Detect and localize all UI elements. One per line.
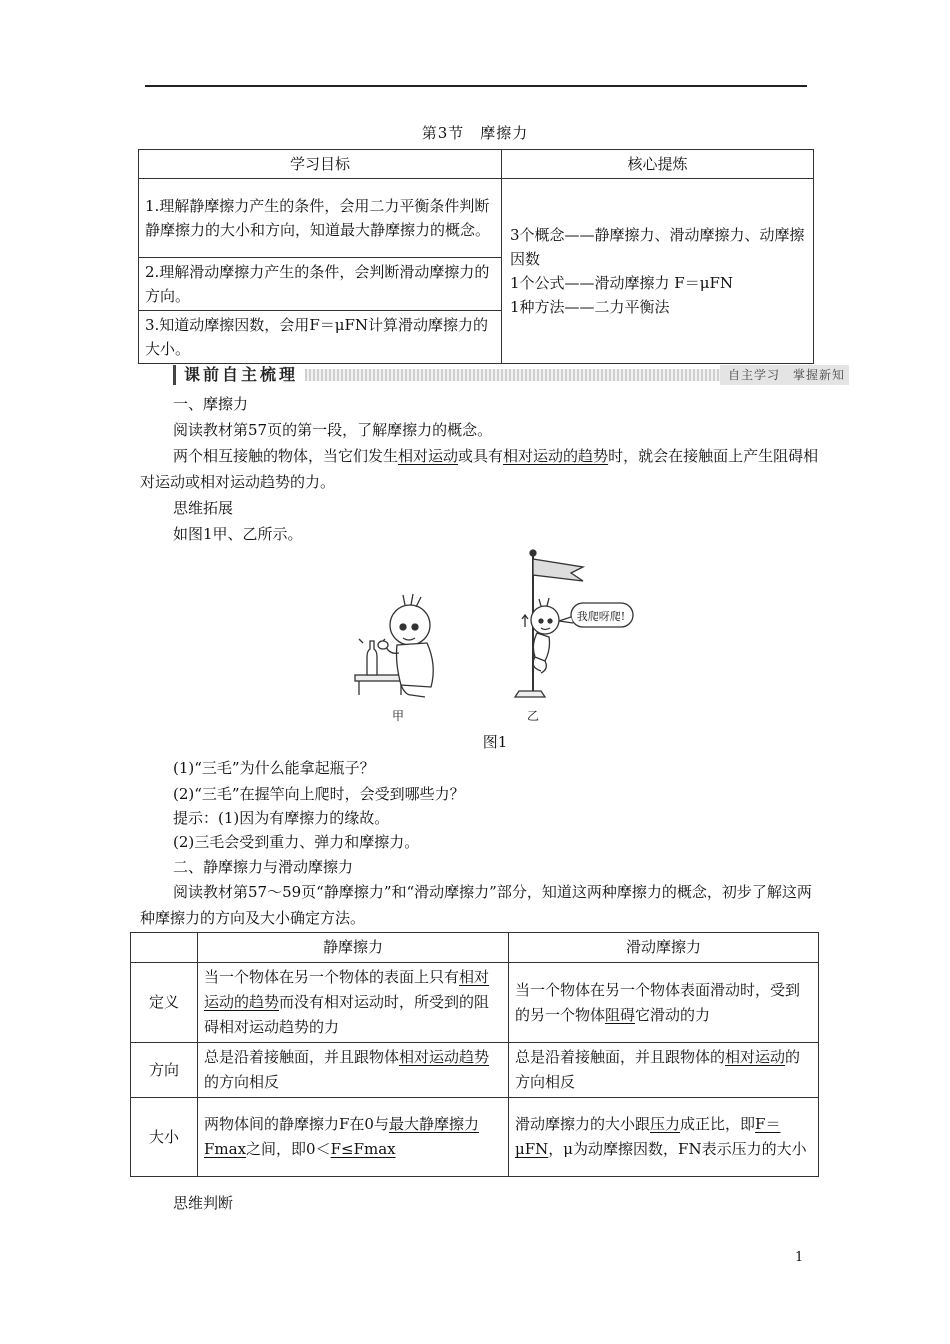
sliding-definition: 当一个物体在另一个物体表面滑动时，受到的另一个物体阻碍它滑动的力 xyxy=(509,963,819,1043)
header-rule xyxy=(145,85,807,87)
answer-relative-motion: 相对运动 xyxy=(398,447,459,465)
answer-sliding-direction: 相对运动 xyxy=(725,1048,786,1066)
reading-instruction-2: 阅读教材第57～59页“静摩擦力”和“滑动摩擦力”部分，知道这两种摩擦力的概念，初步了解这两种摩擦力的方向及大小确定方法。 xyxy=(140,883,812,927)
objectives-header: 学习目标 xyxy=(139,150,502,179)
banner-title: 课前自主梳理 xyxy=(173,365,304,385)
figure-reference: 如图1甲、乙所示。 xyxy=(173,525,303,543)
figure-label-yi: 乙 xyxy=(526,709,540,723)
core-item-method: 1种方法——二力平衡法 xyxy=(510,298,670,316)
think-extension-label: 思维拓展 xyxy=(173,499,234,517)
question-1: (1)“三毛”为什么能拿起瓶子？ xyxy=(173,759,375,777)
friction-comparison-table xyxy=(130,932,819,1177)
corner-cell xyxy=(131,933,198,963)
heading-friction: 一、摩擦力 xyxy=(173,395,249,413)
static-definition: 当一个物体在另一个物体的表面上只有相对运动的趋势而没有相对运动时，所受到的阻碍相对运动趋势的力 xyxy=(198,963,509,1043)
answer-static-range: F≤Fmax xyxy=(330,1140,396,1158)
answer-max-static: 最大静摩擦力Fmax xyxy=(204,1115,479,1158)
answer-hint-2: (2)三毛会受到重力、弹力和摩擦力。 xyxy=(173,833,420,851)
heading-static-sliding: 二、静摩擦力与滑动摩擦力 xyxy=(173,858,354,876)
row-label-direction: 方向 xyxy=(131,1043,198,1098)
row-label-definition: 定义 xyxy=(131,963,198,1043)
sanmao-bottle-drawing xyxy=(355,594,433,697)
static-direction: 总是沿着接触面，并且跟物体相对运动趋势的方向相反 xyxy=(198,1043,509,1098)
core-item-formula: 1个公式——滑动摩擦力 F＝μFN xyxy=(510,274,734,292)
page-number: 1 xyxy=(795,1250,804,1265)
sliding-magnitude: 滑动摩擦力的大小跟压力成正比，即F＝μFN，μ为动摩擦因数，FN表示压力的大小 xyxy=(509,1098,819,1177)
goal-3: 3.知道动摩擦因数，会用F＝μFN计算滑动摩擦力的大小。 xyxy=(139,311,502,364)
goal-2: 2.理解滑动摩擦力产生的条件，会判断滑动摩擦力的方向。 xyxy=(139,258,502,311)
section-banner xyxy=(173,365,849,385)
figure-caption: 图1 xyxy=(482,733,508,751)
core-summary-cell xyxy=(502,179,814,364)
core-header: 核心提炼 xyxy=(502,150,814,179)
header-static: 静摩擦力 xyxy=(198,933,509,963)
speech-bubble-text: 我爬呀爬! xyxy=(576,610,626,623)
figure-1-illustration xyxy=(345,545,655,725)
question-2: (2)“三毛”在握竿向上爬时，会受到哪些力？ xyxy=(173,785,465,803)
row-label-magnitude: 大小 xyxy=(131,1098,198,1177)
answer-hinder: 阻碍 xyxy=(605,1005,636,1024)
core-item-concepts: 3个概念——静摩擦力、滑动摩擦力、动摩擦因数 xyxy=(510,226,805,268)
friction-definition: 两个相互接触的物体，当它们发生相对运动或具有相对运动的趋势时，就会在接触面上产生阻碍相对运动或相对运动趋势的力。 xyxy=(140,447,819,491)
answer-hint-1: 提示：(1)因为有摩擦力的缘故。 xyxy=(173,809,390,827)
answer-pressure: 压力 xyxy=(650,1115,681,1133)
section-title: 第3节 摩擦力 xyxy=(421,124,529,142)
reading-instruction-1: 阅读教材第57页的第一段，了解摩擦力的概念。 xyxy=(173,421,493,439)
sanmao-pole-drawing xyxy=(515,550,633,697)
goal-1: 1.理解静摩擦力产生的条件，会用二力平衡条件判断静摩擦力的大小和方向，知道最大静摩擦力的概念。 xyxy=(139,179,502,258)
figure-label-jia: 甲 xyxy=(391,709,405,723)
objectives-table xyxy=(138,149,814,364)
think-judgement-label: 思维判断 xyxy=(173,1194,234,1212)
sliding-direction: 总是沿着接触面，并且跟物体的相对运动的方向相反 xyxy=(509,1043,819,1098)
banner-subtitle: 自主学习 掌握新知 xyxy=(720,365,849,385)
answer-static-tendency: 相对运动的趋势 xyxy=(204,968,490,1011)
static-magnitude: 两物体间的静摩擦力F在0与最大静摩擦力Fmax之间，即0＜F≤Fmax xyxy=(198,1098,509,1177)
answer-sliding-formula: F＝μFN xyxy=(515,1115,781,1158)
answer-motion-tendency: 相对运动的趋势 xyxy=(503,447,609,465)
header-sliding: 滑动摩擦力 xyxy=(509,933,819,963)
answer-static-direction: 相对运动趋势 xyxy=(399,1048,490,1066)
